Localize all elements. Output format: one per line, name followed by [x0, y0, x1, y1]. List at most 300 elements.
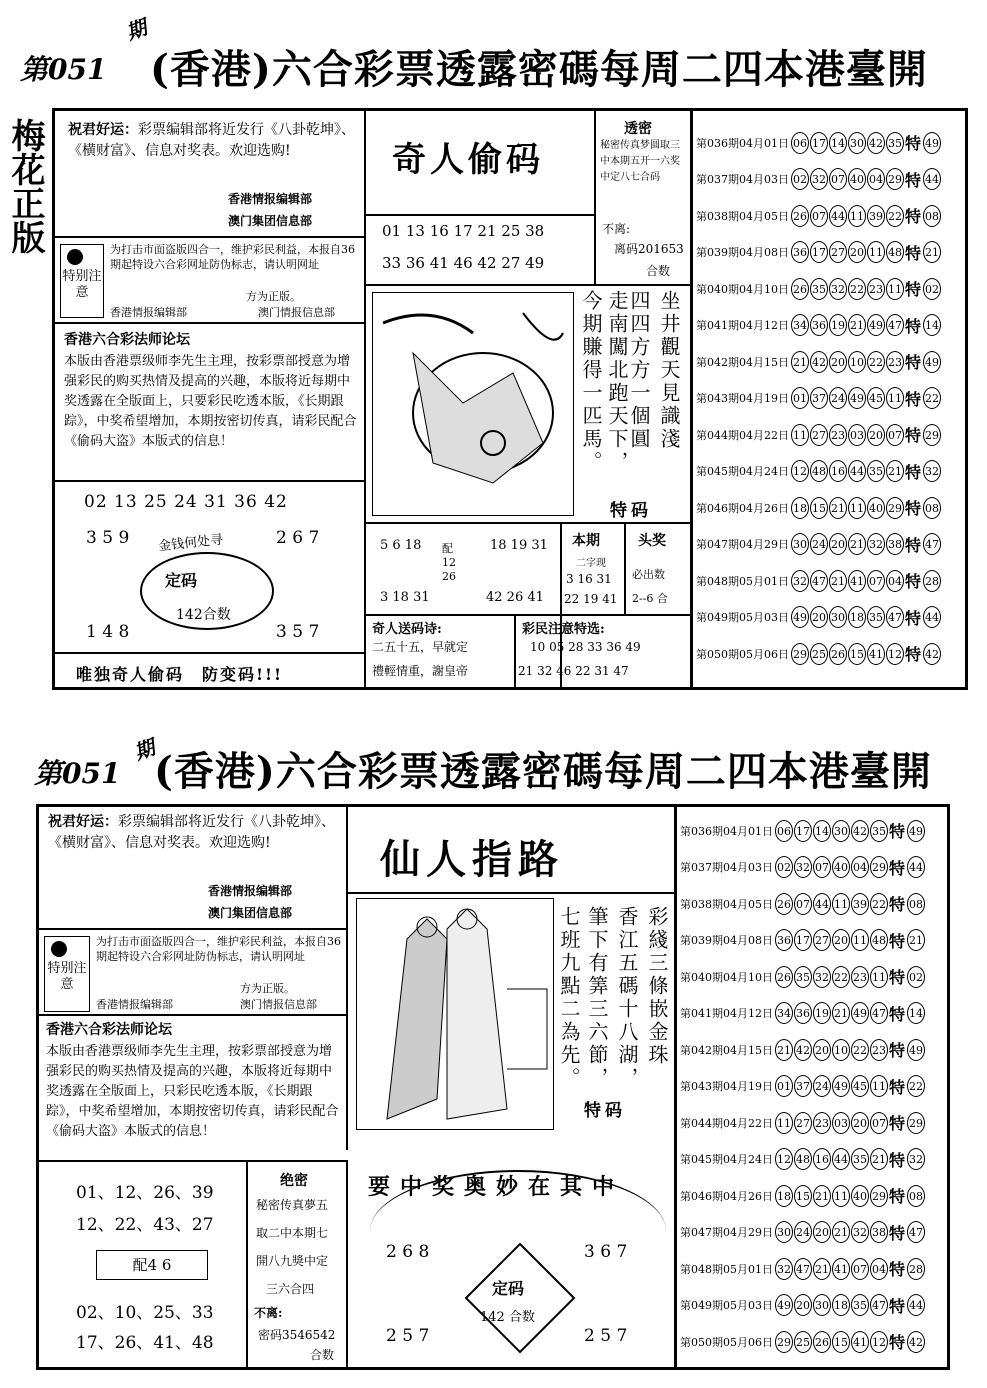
code2-left-top: 2 6 8: [386, 1242, 430, 1262]
history-issue: 第043期04月19日: [680, 1080, 773, 1093]
history-te-ball: 08: [907, 893, 925, 915]
history-ball: 32: [813, 966, 831, 988]
benqi-sub: 二字现: [576, 558, 606, 569]
history-row: [680, 814, 925, 847]
history-ball: 19: [829, 314, 847, 336]
history-te-label: 特: [905, 353, 922, 372]
secret-title-2: 绝密: [280, 1173, 308, 1189]
history-ball: 36: [810, 314, 828, 336]
history-ball: 34: [791, 314, 809, 336]
history-ball: 35: [867, 606, 885, 628]
secret-text: 秘密传真梦圆取三中本期五开一六奖中定八七合码: [600, 140, 680, 183]
history-ball: 32: [851, 1221, 869, 1243]
history-ball: 02: [775, 856, 793, 878]
history-ball: 41: [851, 1331, 869, 1353]
history-ball: 07: [813, 856, 831, 878]
history-ball: 48: [886, 241, 904, 263]
issue-number-2: 第051: [34, 757, 121, 790]
history-issue: 第043期04月19日: [696, 392, 789, 405]
history-ball: 29: [886, 168, 904, 190]
warrior-drawing: [373, 293, 573, 515]
history-row: [680, 887, 925, 920]
history-te-label: 特: [889, 1333, 906, 1352]
history-ball: 23: [813, 1112, 831, 1134]
history-ball: 21: [813, 1258, 831, 1280]
history-ball: 40: [867, 497, 885, 519]
history-table-bottom: [680, 814, 946, 1366]
history-ball: 35: [851, 1148, 869, 1170]
history-ball: 20: [867, 424, 885, 446]
history-te-label: 特: [905, 499, 922, 518]
history-ball: 15: [794, 1185, 812, 1207]
history-te-ball: 08: [923, 205, 941, 227]
bomb-icon: [51, 941, 67, 957]
special-label-box: [60, 244, 104, 318]
history-te-ball: 42: [907, 1331, 925, 1353]
couple-illustration: [356, 898, 554, 1130]
history-ball: 24: [829, 387, 847, 409]
notice-sig2: 澳门集团信息部: [228, 214, 313, 228]
history-te-ball: 44: [907, 1294, 925, 1316]
history-issue: 第050期05月06日: [696, 647, 789, 661]
history-te-label: 特: [905, 207, 922, 226]
history-issue: 第039期04月08日: [696, 246, 789, 259]
history-row: [696, 126, 941, 159]
tema-label-2: 特码: [584, 1101, 626, 1121]
secret-line-1: 秘密传真夢五: [256, 1198, 329, 1212]
forum-text: 本版由香港票级师李先生主理，按彩票部授意为增强彩民的购买热情及提高的兴趣，本版将近每期中奖透露在全版面上，只要彩民吃透本版，《长期跟踪》，中奖希望增加，本期按密切传真，请彩民配合《偷码大盗》本版式的信息！: [64, 354, 357, 449]
forum-title: 香港六合彩法师论坛: [64, 332, 190, 348]
history-ball: 22: [886, 205, 904, 227]
history-ball: 40: [832, 856, 850, 878]
history-ball: 26: [791, 205, 809, 227]
history-ball: 45: [867, 387, 885, 409]
history-row: [696, 163, 941, 196]
history-te-label: 特: [905, 462, 922, 482]
history-row: [680, 1252, 925, 1285]
history-te-ball: 47: [923, 533, 941, 555]
history-ball: 22: [848, 278, 866, 300]
history-ball: 17: [794, 820, 812, 842]
history-ball: 18: [791, 497, 809, 519]
center-title-2: 仙人指路: [380, 836, 564, 883]
history-ball: 26: [813, 1331, 831, 1353]
history-ball: 27: [810, 424, 828, 446]
history-ball: 47: [886, 606, 904, 628]
toujiang-val: 2--6 合: [632, 592, 668, 605]
special-label: 特别注意: [62, 269, 102, 300]
history-issue: 第045期04月24日: [696, 465, 789, 478]
left-nums-4: 17、26、41、48: [76, 1333, 214, 1353]
history-ball: 11: [832, 893, 850, 915]
history-ball: 29: [775, 1331, 793, 1353]
secret-buli: 不离:: [602, 222, 631, 236]
history-row: [680, 1106, 925, 1139]
history-ball: 20: [794, 1294, 812, 1316]
poem2-col-3: 筆下有筭三六節，: [585, 906, 609, 1090]
history-te-label: 特: [905, 316, 922, 336]
history-issue: 第044期04月22日: [680, 1116, 773, 1130]
history-ball: 06: [791, 132, 809, 154]
history-ball: 07: [851, 1258, 869, 1280]
history-table-top: [696, 126, 962, 686]
history-te-ball: 49: [923, 132, 941, 154]
notice: [68, 120, 358, 162]
history-ball: 11: [867, 241, 885, 263]
history-te-ball: 44: [923, 168, 941, 190]
caimin-title: 彩民注意特选:: [522, 622, 605, 637]
history-row: [680, 851, 925, 884]
history-issue: 第049期05月03日: [680, 1299, 773, 1312]
poem2-col-4: 七班九點二為先。: [557, 906, 581, 1090]
benqi-nums-2: 22 19 41: [564, 592, 618, 606]
history-ball: 01: [791, 387, 809, 409]
history-ball: 30: [813, 1294, 831, 1316]
poem-send-title: 奇人送码诗:: [372, 622, 442, 637]
history-ball: 11: [886, 278, 904, 300]
history-te-label: 特: [905, 280, 922, 299]
history-ball: 37: [794, 1075, 812, 1097]
center-nums-2: 33 36 41 46 42 27 49: [382, 254, 545, 272]
history-row: [680, 1216, 925, 1249]
history-te-ball: 02: [923, 278, 941, 300]
history-ball: 32: [775, 1258, 793, 1280]
history-issue: 第036期04月01日: [680, 824, 773, 838]
history-ball: 36: [794, 1002, 812, 1024]
poem-col-4: 今期賺得一匹馬。: [579, 290, 603, 474]
history-ball: 32: [810, 168, 828, 190]
poem-col-3: 走南闖北跑天下，: [605, 290, 629, 474]
bracket-right-top: 18 19 31: [490, 538, 548, 553]
secret-line-2: 取二中本期七: [256, 1226, 329, 1240]
history-issue: 第040期04月10日: [696, 282, 789, 296]
history-row: [696, 637, 941, 670]
special-tail-2: 方为正版。: [240, 982, 295, 995]
notice-2: [48, 812, 340, 854]
history-ball: 21: [791, 351, 809, 373]
special-sig1-2: 香港情报编辑部: [96, 998, 173, 1011]
history-te-ball: 08: [907, 1185, 925, 1207]
history-te-label: 特: [889, 968, 906, 987]
history-ball: 41: [832, 1258, 850, 1280]
history-te-label: 特: [889, 895, 906, 914]
history-issue: 第046期04月26日: [696, 501, 789, 515]
history-issue: 第047期04月29日: [696, 538, 789, 551]
history-ball: 21: [848, 314, 866, 336]
history-ball: 22: [851, 1039, 869, 1061]
notice-sig1-2: 香港情报编辑部: [208, 884, 293, 898]
history-ball: 24: [810, 533, 828, 555]
history-ball: 35: [870, 820, 888, 842]
history-row: [680, 1289, 925, 1322]
history-ball: 15: [848, 643, 866, 665]
history-ball: 30: [791, 533, 809, 555]
history-ball: 29: [791, 643, 809, 665]
history-ball: 29: [870, 1185, 888, 1207]
history-ball: 32: [794, 856, 812, 878]
history-ball: 12: [886, 643, 904, 665]
history-ball: 18: [775, 1185, 793, 1207]
history-ball: 30: [775, 1221, 793, 1243]
history-ball: 29: [870, 856, 888, 878]
forum-text-2: 本版由香港票级师李先生主理，按彩票部授意为增强彩民的购买热情及提高的兴趣，本版将近每期中奖透露在全版面上，只彩民吃透本版，《长期跟踪》，中奖希望增加，本期按密切传真，请彩民配合《偷码大盗》本版式的信息！: [46, 1044, 339, 1139]
history-ball: 47: [810, 570, 828, 592]
history-ball: 16: [813, 1148, 831, 1170]
history-te-ball: 22: [923, 387, 941, 409]
history-issue: 第037期04月03日: [680, 861, 773, 874]
history-ball: 21: [886, 460, 904, 482]
history-issue: 第040期04月10日: [680, 970, 773, 984]
history-te-label: 特: [889, 1041, 906, 1060]
history-ball: 04: [867, 168, 885, 190]
history-ball: 32: [791, 570, 809, 592]
history-ball: 10: [832, 1039, 850, 1061]
history-row: [696, 345, 941, 378]
history-ball: 38: [870, 1221, 888, 1243]
code-arc: 金钱何处寻: [157, 532, 224, 555]
history-ball: 32: [829, 278, 847, 300]
history-ball: 49: [848, 387, 866, 409]
history-ball: 41: [867, 643, 885, 665]
history-te-ball: 02: [907, 966, 925, 988]
tema-label: 特码: [610, 501, 652, 521]
history-ball: 03: [848, 424, 866, 446]
history-ball: 21: [870, 1148, 888, 1170]
history-ball: 35: [810, 278, 828, 300]
history-row: [680, 924, 925, 957]
special-text: 为打击市面盗版四合一，维护彩民利益，本报自36期起特设六合彩网址防伪标志，请认明网址: [110, 243, 355, 271]
history-te-ball: 14: [907, 1002, 925, 1024]
history-ball: 37: [810, 387, 828, 409]
history-ball: 45: [851, 1075, 869, 1097]
history-ball: 11: [832, 1185, 850, 1207]
history-ball: 21: [848, 533, 866, 555]
history-ball: 07: [886, 424, 904, 446]
history-te-ball: 14: [923, 314, 941, 336]
secret-sum-2: 合数: [310, 1348, 335, 1362]
history-ball: 44: [813, 893, 831, 915]
poem-send-2: 禮輕情重，謝皇帝: [372, 664, 469, 678]
history-ball: 22: [867, 351, 885, 373]
center-title: 奇人偷码: [392, 140, 544, 180]
history-te-ball: 08: [923, 497, 941, 519]
history-ball: 49: [832, 1075, 850, 1097]
special-sig2-2: 澳门情报信息部: [240, 998, 317, 1011]
history-ball: 27: [813, 929, 831, 951]
history-issue: 第049期05月03日: [696, 611, 789, 624]
history-ball: 24: [813, 1075, 831, 1097]
history-ball: 42: [810, 351, 828, 373]
history-row: [696, 236, 941, 269]
history-ball: 11: [775, 1112, 793, 1134]
history-ball: 21: [832, 1221, 850, 1243]
history-te-ball: 42: [923, 643, 941, 665]
history-ball: 12: [791, 460, 809, 482]
bomb-icon: [67, 249, 83, 265]
history-ball: 11: [848, 497, 866, 519]
history-ball: 36: [791, 241, 809, 263]
history-ball: 20: [810, 606, 828, 628]
history-ball: 38: [886, 533, 904, 555]
history-te-label: 特: [889, 858, 906, 878]
history-ball: 02: [791, 168, 809, 190]
history-ball: 17: [810, 241, 828, 263]
history-row: [696, 309, 941, 342]
history-row: [696, 272, 941, 305]
history-te-label: 特: [889, 822, 906, 841]
toujiang-title: 头奖: [638, 533, 666, 549]
history-ball: 35: [867, 460, 885, 482]
history-issue: 第039期04月08日: [680, 934, 773, 947]
history-ball: 44: [829, 205, 847, 227]
history-issue: 第037期04月03日: [696, 173, 789, 186]
history-ball: 20: [829, 533, 847, 555]
history-ball: 20: [829, 351, 847, 373]
benqi-title: 本期: [572, 533, 600, 549]
history-ball: 35: [794, 966, 812, 988]
history-ball: 25: [794, 1331, 812, 1353]
history-te-label: 特: [905, 134, 922, 153]
left-nums-2: 12、22、43、27: [76, 1215, 214, 1235]
history-ball: 23: [829, 424, 847, 446]
history-row: [680, 1325, 925, 1358]
history-te-ball: 32: [923, 460, 941, 482]
code2-right-top: 3 6 7: [584, 1242, 628, 1262]
history-row: [680, 997, 925, 1030]
history-ball: 20: [813, 1039, 831, 1061]
history-ball: 24: [794, 1221, 812, 1243]
history-ball: 32: [867, 533, 885, 555]
history-ball: 23: [867, 278, 885, 300]
history-te-ball: 44: [923, 606, 941, 628]
history-issue: 第041期04月12日: [680, 1007, 773, 1020]
history-issue: 第038期04月05日: [680, 897, 773, 911]
history-row: [696, 601, 941, 634]
history-te-label: 特: [905, 572, 922, 591]
history-ball: 26: [791, 278, 809, 300]
history-ball: 14: [829, 132, 847, 154]
poem-col-1: 坐井觀天見識淺: [657, 290, 681, 451]
side-brand: 梅花正版: [5, 118, 45, 254]
history-te-label: 特: [889, 1187, 906, 1206]
history-te-label: 特: [889, 1260, 906, 1279]
history-ball: 17: [810, 132, 828, 154]
arc-text: 要中奖奥妙在其中: [368, 1174, 625, 1200]
history-ball: 41: [848, 570, 866, 592]
history-ball: 04: [870, 1258, 888, 1280]
history-ball: 22: [832, 966, 850, 988]
history-ball: 21: [775, 1039, 793, 1061]
notice-text: 彩票编辑部将近发行《八卦乾坤》、《横财富》、信息对奖表。欢迎选购!: [68, 122, 355, 159]
code2-sum: 142 合数: [480, 1310, 535, 1325]
warrior-illustration: [372, 292, 574, 516]
history-ball: 35: [886, 132, 904, 154]
history-ball: 01: [775, 1075, 793, 1097]
history-row: [680, 960, 925, 993]
history-te-label: 特: [889, 1114, 906, 1133]
code2-label: 定码: [492, 1279, 525, 1298]
history-ball: 26: [775, 893, 793, 915]
code-left-bottom: 1 4 8: [86, 622, 130, 642]
special-label-box-2: [44, 936, 90, 1012]
history-ball: 40: [851, 1185, 869, 1207]
bracket-mid: 配12 26: [442, 542, 456, 583]
history-row: [696, 199, 941, 232]
history-te-ball: 49: [907, 820, 925, 842]
caimin-1: 10 05 28 33 36 49: [530, 640, 641, 654]
history-ball: 29: [886, 497, 904, 519]
bracket-right-bottom: 42 26 41: [486, 590, 544, 605]
history-ball: 04: [886, 570, 904, 592]
history-ball: 48: [810, 460, 828, 482]
notice-greeting-2: 祝君好运：: [48, 814, 118, 830]
history-te-ball: 22: [907, 1075, 925, 1097]
special-tail: 方为正版。: [246, 290, 301, 303]
forum-title-2: 香港六合彩法师论坛: [46, 1022, 172, 1038]
history-ball: 11: [851, 929, 869, 951]
history-te-ball: 47: [907, 1221, 925, 1243]
history-te-label: 特: [889, 1004, 906, 1024]
history-ball: 21: [832, 1002, 850, 1024]
history-ball: 49: [851, 1002, 869, 1024]
history-row: [696, 564, 941, 597]
history-row: [696, 491, 941, 524]
history-ball: 11: [848, 205, 866, 227]
caimin-2: 21 32 46 22 31 47: [518, 664, 629, 678]
history-te-label: 特: [905, 243, 922, 263]
secret-buli-2: 不离:: [254, 1306, 283, 1320]
history-ball: 47: [794, 1258, 812, 1280]
couple-drawing: [357, 899, 553, 1129]
history-ball: 40: [848, 168, 866, 190]
code-left-top: 3 5 9: [86, 528, 130, 548]
issue-suffix-2: 期: [131, 735, 159, 765]
history-ball: 47: [870, 1294, 888, 1316]
history-ball: 44: [832, 1148, 850, 1170]
history-ball: 48: [870, 929, 888, 951]
history-issue: 第048期05月01日: [696, 574, 789, 588]
history-issue: 第044期04月22日: [696, 428, 789, 442]
code-numbers: 02 13 25 24 31 36 42: [84, 492, 288, 512]
history-ball: 12: [870, 1331, 888, 1353]
history-row: [696, 382, 941, 415]
history-ball: 18: [832, 1294, 850, 1316]
history-te-label: 特: [905, 389, 922, 409]
history-te-label: 特: [889, 1223, 906, 1243]
history-ball: 11: [791, 424, 809, 446]
history-ball: 39: [867, 205, 885, 227]
bracket-left-bottom: 3 18 31: [380, 590, 430, 605]
history-ball: 47: [886, 314, 904, 336]
history-ball: 07: [810, 205, 828, 227]
code-label: 定码: [165, 571, 198, 590]
secret-code-2: 密码3546542: [258, 1328, 336, 1342]
code2-left-bottom: 2 5 7: [386, 1326, 430, 1346]
poem2-col-2: 香江五碼十八湖，: [615, 906, 639, 1090]
poem-col-2: 四四方方一個圓: [627, 290, 651, 451]
history-ball: 27: [829, 241, 847, 263]
history-ball: 48: [794, 1148, 812, 1170]
history-ball: 44: [848, 460, 866, 482]
history-te-ball: 21: [923, 241, 941, 263]
history-ball: 14: [813, 820, 831, 842]
history-issue: 第050期05月06日: [680, 1335, 773, 1349]
history-te-label: 特: [905, 426, 922, 445]
history-issue: 第047期04月29日: [680, 1226, 773, 1239]
history-te-label: 特: [905, 608, 922, 628]
history-ball: 16: [829, 460, 847, 482]
history-issue: 第036期04月01日: [696, 136, 789, 150]
